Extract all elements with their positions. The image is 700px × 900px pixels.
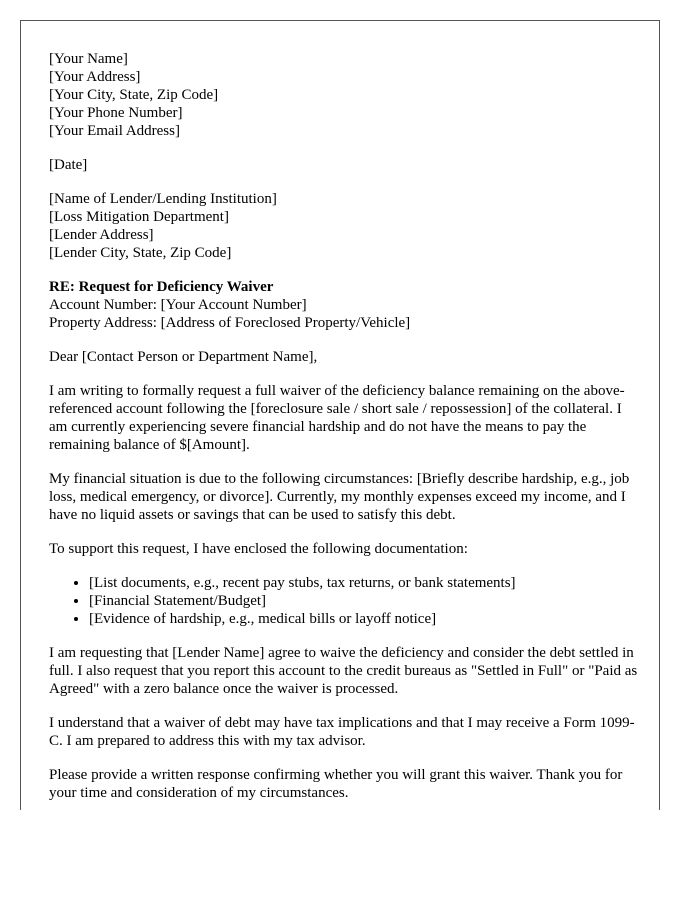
paragraph-settlement: I am requesting that [Lender Name] agree to waive the deficiency and consider the debt settled in full. I also request that you report this account to the credit bureaus as "Settled in Full" or "Paid as Agreed" with a zero balance once the waiver is processed.: [49, 645, 638, 697]
recipient-city-state-zip: [Lender City, State, Zip Code]: [49, 245, 232, 261]
letter-date: [Date]: [49, 157, 88, 173]
recipient-department: [Loss Mitigation Department]: [49, 209, 229, 225]
sender-email: [Your Email Address]: [49, 123, 180, 139]
paragraph-request: I am writing to formally request a full waiver of the deficiency balance remaining on the above-referenced account following the [foreclosure sale / short sale / repossession] of the collateral. I am currently experiencing severe financial hardship and do not have the means to pay the remaining balance of $[Amount].: [49, 383, 625, 453]
letter-body: [49, 50, 641, 810]
document-item: • [List documents, e.g., recent pay stubs, tax returns, or bank statements]: [89, 574, 641, 592]
account-number: Account Number: [Your Account Number]: [49, 297, 307, 313]
letter-page: [20, 20, 660, 810]
recipient-address: [Lender Address]: [49, 227, 154, 243]
paragraph-hardship: My financial situation is due to the following circumstances: [Briefly describe hardship, e.g., job loss, medical emergency, or divorce]. Currently, my monthly expenses exceed my income, and I have no liquid assets or savings that can be used to satisfy this debt.: [49, 471, 630, 523]
property-address: Property Address: [Address of Foreclosed Property/Vehicle]: [49, 315, 411, 331]
sender-name: [Your Name]: [49, 51, 128, 67]
recipient-block: [49, 190, 641, 262]
date-block: [49, 156, 641, 174]
sender-block: [49, 50, 641, 140]
documents-list: [49, 574, 641, 628]
sender-address: [Your Address]: [49, 69, 141, 85]
salutation-block: [49, 348, 641, 366]
paragraph-closing: Please provide a written response confirming whether you will grant this waiver. Thank you for your time and consideration of my circumstances.: [49, 767, 623, 801]
sender-phone: [Your Phone Number]: [49, 105, 183, 121]
sender-city-state-zip: [Your City, State, Zip Code]: [49, 87, 219, 103]
paragraph-tax: I understand that a waiver of debt may have tax implications and that I may receive a Form 1099-C. I am prepared to address this with my tax advisor.: [49, 715, 635, 749]
recipient-lender: [Name of Lender/Lending Institution]: [49, 191, 277, 207]
paragraph-documentation-intro: To support this request, I have enclosed the following documentation:: [49, 541, 468, 557]
subject-block: [49, 278, 641, 332]
document-item: • [Financial Statement/Budget]: [89, 592, 641, 610]
document-item: • [Evidence of hardship, e.g., medical bills or layoff notice]: [89, 610, 641, 628]
salutation: Dear [Contact Person or Department Name],: [49, 349, 318, 365]
subject-line: RE: Request for Deficiency Waiver: [49, 279, 274, 295]
